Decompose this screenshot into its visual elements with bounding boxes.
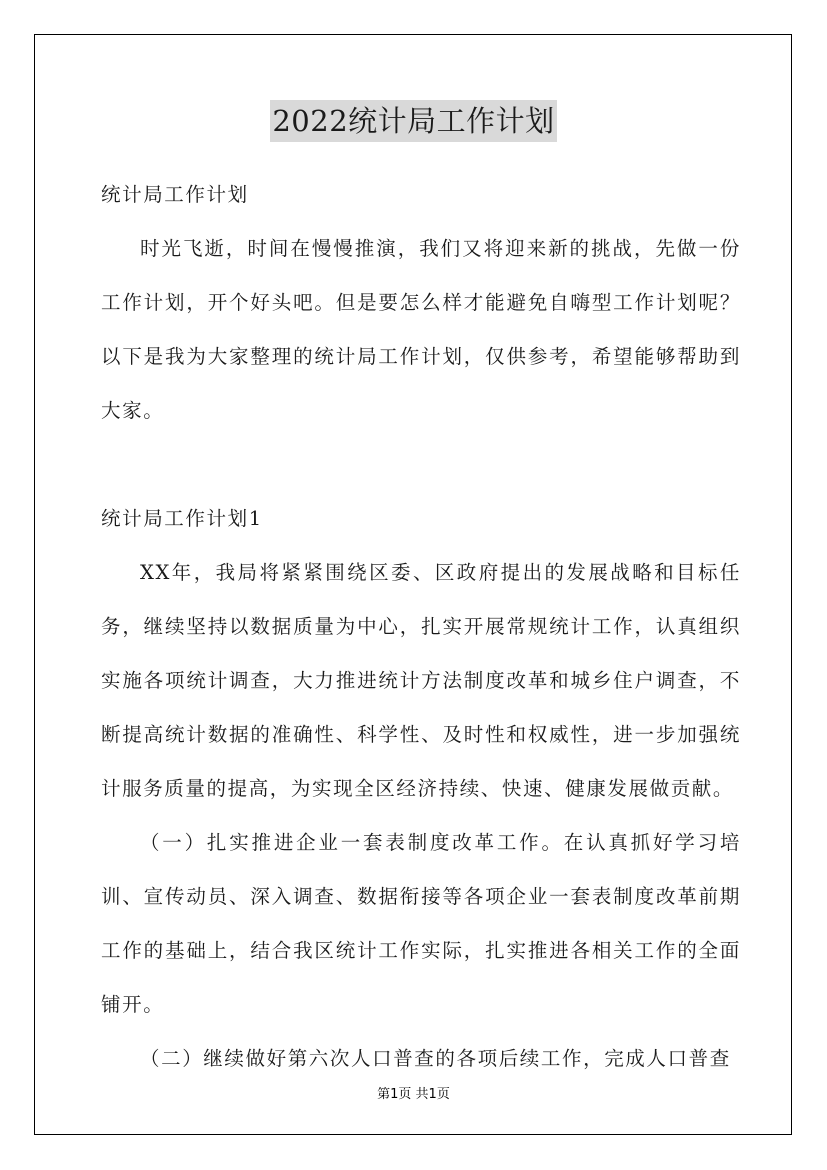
page-footer [0,1083,827,1102]
section-heading: 统计局工作计划 [101,183,249,206]
section1-paragraph-2: （一）扎实推进企业一套表制度改革工作。在认真抓好学习培训、宣传动员、深入调查、数据衔接等各项企业一套表制度改革前期工作的基础上，结合我区统计工作实际，扎实推进各相关工作的全面铺开。 [101,831,741,1016]
section1-paragraph-1: XX年，我局将紧紧围绕区委、区政府提出的发展战略和目标任务，继续坚持以数据质量为中心，扎实开展常规统计工作，认真组织实施各项统计调查，大力推进统计方法制度改革和城乡住户调查，不断提高统计数据的准确性、科学性、及时性和权威性，进一步加强统计服务质量的提高，为实现全区经济持续、快速、健康发展做贡献。 [101,561,741,800]
section1-paragraph-3: （二）继续做好第六次人口普查的各项后续工作，完成人口普查 [140,1047,731,1070]
page-number-label: 第1页 共1页 [377,1087,450,1102]
intro-paragraph: 时光飞逝，时间在慢慢推演，我们又将迎来新的挑战，先做一份工作计划，开个好头吧。但是要怎么样才能避免自嗨型工作计划呢？以下是我为大家整理的统计局工作计划，仅供参考，希望能够帮助到大家。 [101,237,741,422]
document-body [101,168,741,1086]
paragraph-spacer [101,438,741,492]
section1-heading: 统计局工作计划1 [101,507,263,530]
title-container [0,100,827,142]
document-title[interactable]: 2022统计局工作计划 [270,100,556,142]
